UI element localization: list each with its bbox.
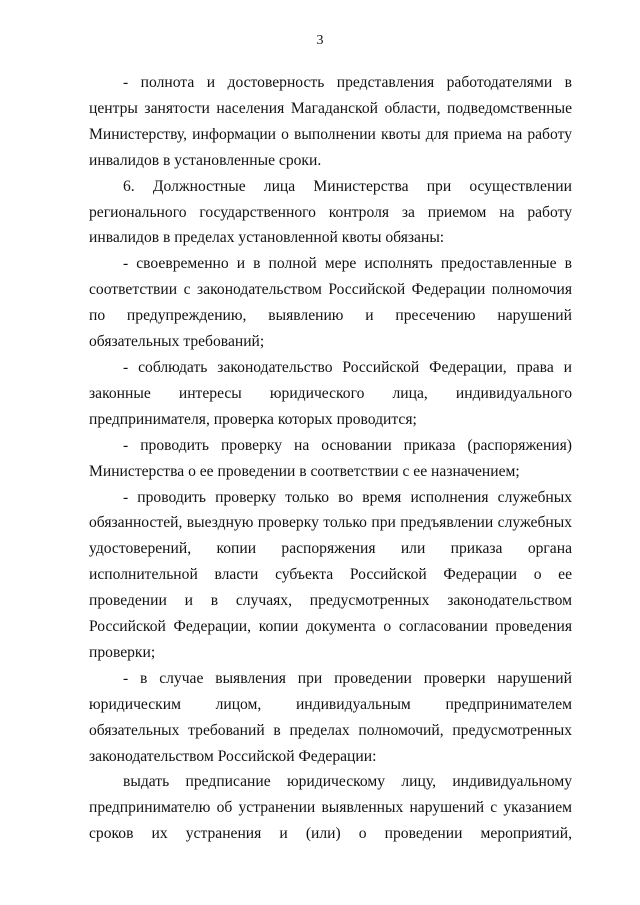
paragraph-issue-order: выдать предписание юридическому лицу, индивидуальному предпринимателю об устранении выявленных нарушений с указанием сроков их устранения и (или) о проведении мероприятий,	[89, 773, 572, 843]
page-number: 3	[316, 33, 324, 48]
paragraph-violations-detected: - в случае выявления при проведении проверки нарушений юридическим лицом, индивидуальным предпринимателем обязательных требований в пределах полномочий, предусмотренных законодательством Российской Федерации:	[89, 669, 572, 765]
paragraph-exercise-powers: - своевременно и в полной мере исполнять предоставленные в соответствии с законодательством Российской Федерации полномочия по предупреждению, выявлению и пресечению нарушений обязательных требований;	[89, 255, 572, 351]
paragraph-quota-information: - полнота и достоверность представления работодателями в центры занятости населения Магаданской области, подведомственные Министерству, информации о выполнении квоты для приема на работу инвалидов в установленные сроки.	[89, 74, 572, 169]
paragraph-inspection-conditions: - проводить проверку только во время исполнения служебных обязанностей, выездную проверку только при предъявлении служебных удостоверений, копии распоряжения или приказа органа исполнительной власти субъекта Российской Федерации о ее проведении и в случаях, предусмотренных законодательством Российской Федерации, копии документа о согласовании проведения проверки;	[89, 488, 572, 661]
paragraph-officials-obligations: 6. Должностные лица Министерства при осуществлении регионального государственного контроля за приемом на работу инвалидов в пределах установленной квоты обязаны:	[89, 177, 572, 247]
paragraph-observe-legislation: - соблюдать законодательство Российской Федерации, права и законные интересы юридического лица, индивидуального предпринимателя, проверка которых проводится;	[89, 358, 572, 428]
document-body	[89, 70, 572, 847]
paragraph-inspection-basis: - проводить проверку на основании приказа (распоряжения) Министерства о ее проведении в соответствии с ее назначением;	[89, 436, 572, 480]
